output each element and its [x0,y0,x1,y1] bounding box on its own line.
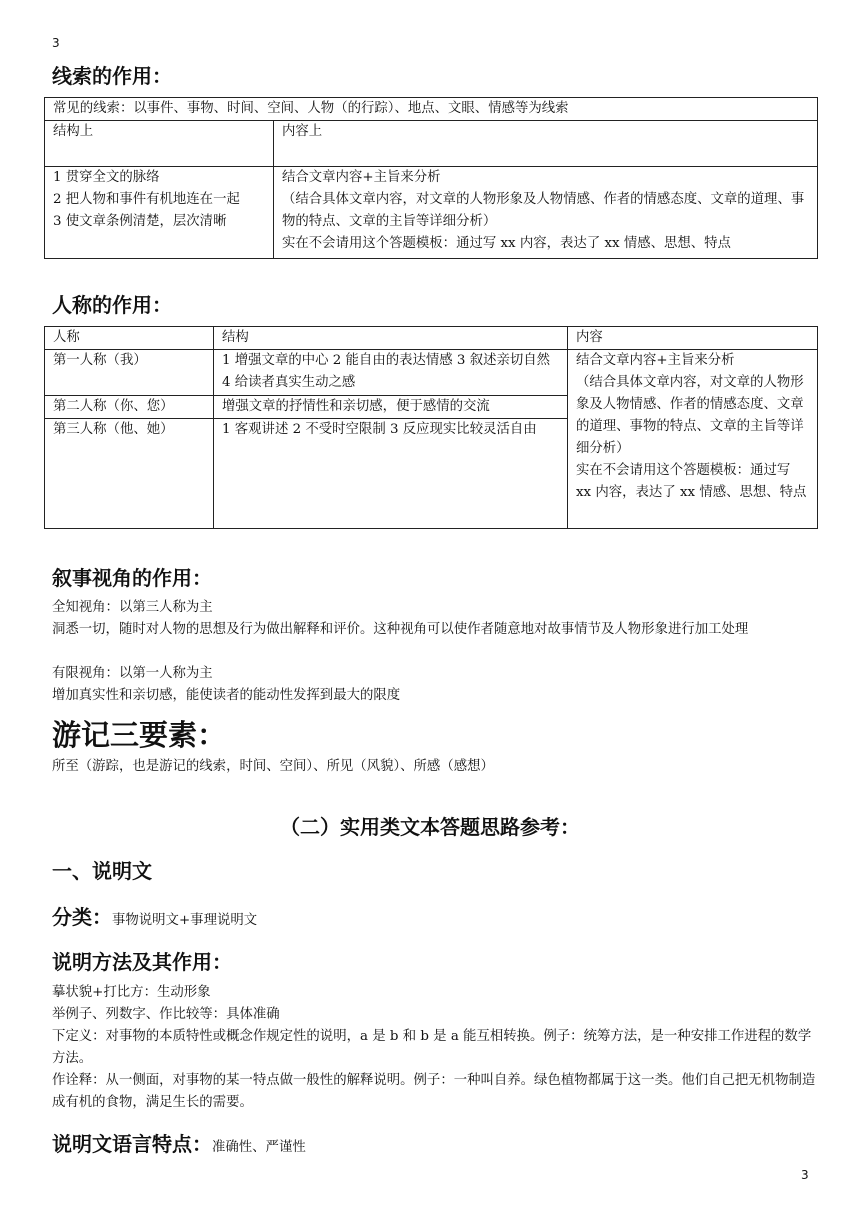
method-line: 摹状貌+打比方：生动形象 [52,985,211,1000]
person-header-person: 人称 [45,327,214,350]
travel-text: 所至（游踪，也是游记的线索，时间、空间）、所见（风貌）、所感（感想） [52,759,494,774]
clues-heading: 线索的作用： [52,64,172,88]
clues-structure-line: 3 使文章条例清楚，层次清晰 [53,214,227,229]
person-third-structure: 1 客观讲述 2 不受时空限制 3 反应现实比较灵活自由 [214,419,568,529]
perspective-heading: 叙事视角的作用： [52,566,212,590]
clues-structure-line: 1 贯穿全文的脉络 [53,170,160,185]
person-content-cell [568,350,818,529]
method-line: 举例子、列数字、作比较等：具体准确 [52,1007,280,1022]
person-content-line: （结合具体文章内容，对文章的人物形象及人物情感、作者的情感态度、文章的道理、事物的特点、文章的主旨等详细分析） [576,375,804,456]
methods-heading: 说明方法及其作用： [52,950,232,974]
perspective-line: 增加真实性和亲切感，能使读者的能动性发挥到最大的限度 [52,688,401,703]
clues-common-cell: 常见的线索：以事件、事物、时间、空间、人物（的行踪）、地点、文眼、情感等为线索 [45,98,818,121]
expository-heading: 一、说明文 [52,859,152,883]
person-second: 第二人称（你、您） [45,396,214,419]
perspective-line: 全知视角：以第三人称为主 [52,600,213,615]
language-label: 说明文语言特点： [52,1132,212,1156]
person-content-line: 结合文章内容+主旨来分析 [576,353,735,368]
clues-structure-line: 2 把人物和事件有机地连在一起 [53,192,240,207]
person-first: 第一人称（我） [45,350,214,396]
person-table [44,326,818,529]
section-heading: （二）实用类文本答题思路参考： [280,815,580,839]
person-third: 第三人称（他、她） [45,419,214,529]
category-text: 事物说明文+事理说明文 [112,913,258,928]
page-number-top: 3 [52,36,60,50]
method-paragraph: 下定义：对事物的本质特性或概念作规定性的说明，a 是 b 和 b 是 a 能互相转换。例子：统筹方法，是一种安排工作进程的数学方法。 [52,1029,812,1066]
person-header-content: 内容 [568,327,818,350]
clues-structure-header: 结构上 [45,121,274,167]
clues-structure-cell [45,167,274,259]
clues-content-line: （结合具体文章内容，对文章的人物形象及人物情感、作者的情感态度、文章的道理、事物的特点、文章的主旨等详细分析） [282,192,805,229]
method-paragraph: 作诠释：从一侧面，对事物的某一特点做一般性的解释说明。例子：一种叫自养。绿色植物都属于这一类。他们自己把无机物制造成有机的食物，满足生长的需要。 [52,1073,816,1110]
clues-table [44,97,818,259]
person-second-structure: 增强文章的抒情性和亲切感，便于感情的交流 [214,396,568,419]
category-heading [52,901,257,930]
perspective-paragraph: 洞悉一切，随时对人物的思想及行为做出解释和评价。这种视角可以使作者随意地对故事情节及人物形象进行加工处理 [52,622,749,637]
category-label: 分类： [52,905,112,929]
language-heading [52,1128,306,1157]
language-text: 准确性、严谨性 [212,1140,306,1155]
person-header-structure: 结构 [214,327,568,350]
clues-content-cell [274,167,818,259]
person-first-structure: 1 增强文章的中心 2 能自由的表达情感 3 叙述亲切自然 4 给读者真实生动之感 [214,350,568,396]
clues-content-header: 内容上 [274,121,818,167]
perspective-line: 有限视角：以第一人称为主 [52,666,213,681]
travel-heading: 游记三要素： [52,718,227,752]
clues-content-line: 结合文章内容+主旨来分析 [282,170,441,185]
clues-content-line: 实在不会请用这个答题模板：通过写 xx 内容，表达了 xx 情感、思想、特点 [282,236,731,251]
person-content-line: 实在不会请用这个答题模板：通过写 xx 内容，表达了 xx 情感、思想、特点 [576,463,807,500]
page-number-bottom: 3 [801,1168,809,1182]
person-heading: 人称的作用： [52,293,172,317]
